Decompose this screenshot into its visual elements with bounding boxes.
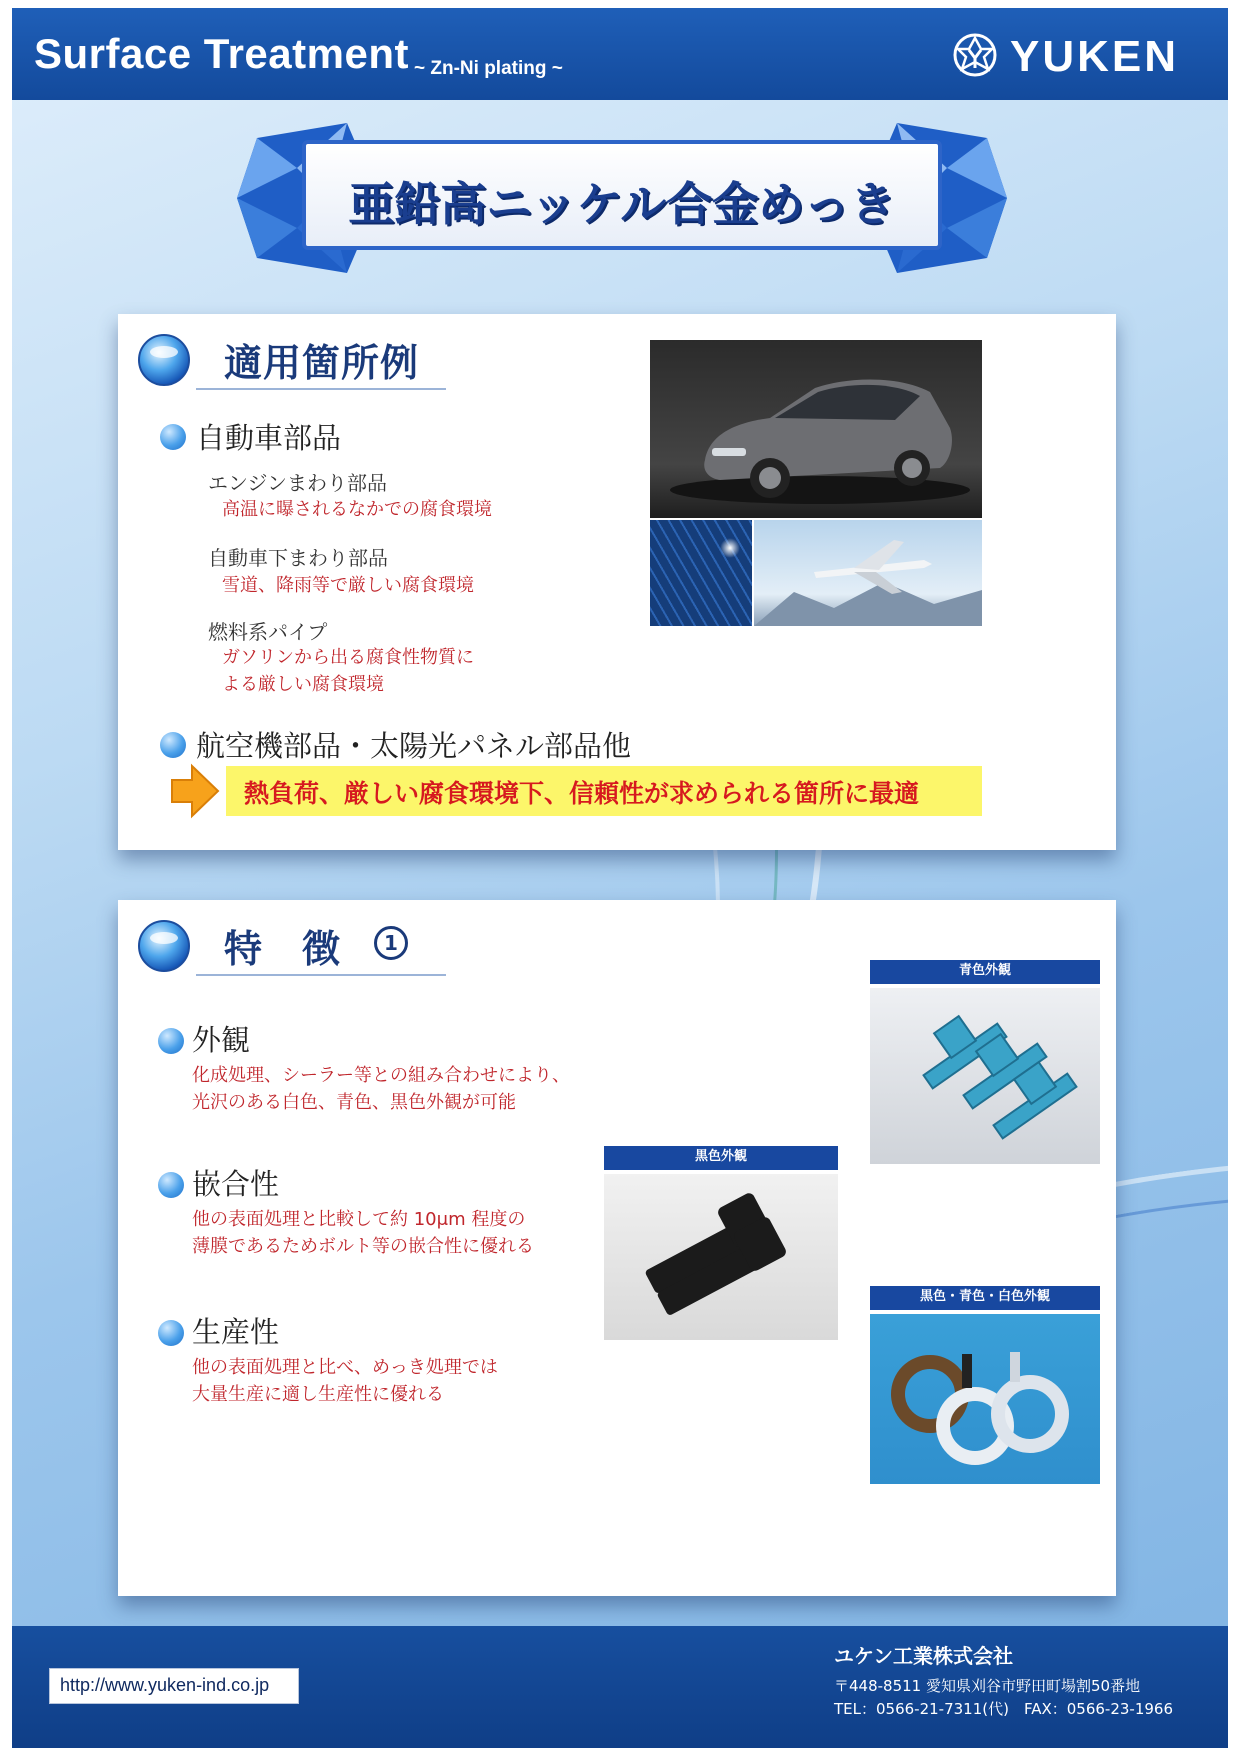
header-title: Surface Treatment (34, 30, 409, 77)
company-info (834, 1640, 1173, 1719)
website-link[interactable] (49, 1668, 299, 1704)
header-bar (12, 8, 1228, 100)
section-heading (136, 326, 436, 396)
item-name: 燃料系パイプ (208, 620, 328, 644)
globe-orb-icon (136, 918, 192, 974)
eye-bolts-photo (870, 1314, 1100, 1484)
item-name: エンジンまわり部品 (208, 471, 387, 495)
feature-desc: 大量生産に適し生産性に優れる (192, 1384, 444, 1405)
circled-number (374, 926, 408, 960)
callout-highlight (226, 766, 982, 816)
item-desc: 高温に曝されるなかでの腐食環境 (222, 499, 492, 520)
feature-desc: 他の表面処理と比較して約 10μm 程度の (192, 1209, 526, 1230)
company-name: ユケン工業株式会社 (834, 1644, 1013, 1668)
company-logo (952, 32, 1212, 81)
arrow-right-icon (168, 762, 220, 820)
heading-underline (196, 974, 446, 976)
bullet-dot (160, 424, 186, 450)
feature-desc: 薄膜であるためボルト等の嵌合性に優れる (192, 1236, 534, 1257)
category-aerospace-solar: 航空機部品・太陽光パネル部品他 (196, 729, 632, 763)
page-background (12, 8, 1228, 1748)
bullet-dot (158, 1320, 184, 1346)
sun-glare (720, 538, 740, 558)
item-name: 自動車下まわり部品 (208, 546, 388, 570)
feature-title: 生産性 (192, 1315, 280, 1349)
caption-black-finish: 黒色外観 (604, 1146, 838, 1170)
section-heading (136, 912, 436, 982)
circled-number-value: 1 (384, 931, 398, 955)
solar-panel-photo (650, 520, 752, 626)
heading-underline (196, 388, 446, 390)
black-bolts-icon (604, 1174, 838, 1340)
applications-panel (118, 314, 1116, 850)
company-phone-fax: TEL：0566-21-7311(代) FAX：0566-23-1966 (834, 1700, 1174, 1718)
title-banner (237, 118, 1007, 278)
blue-bolts-icon (870, 988, 1100, 1164)
logo-text: YUKEN (1010, 32, 1180, 81)
airplane-icon (754, 520, 982, 626)
section-title: 適用箇所例 (224, 341, 420, 385)
item-desc: 雪道、降雨等で厳しい腐食環境 (222, 575, 474, 596)
bullet-dot (158, 1172, 184, 1198)
caption-multi-finish: 黒色・青色・白色外観 (870, 1286, 1100, 1310)
category-automotive: 自動車部品 (196, 421, 342, 455)
banner-title: 亜鉛高ニッケル合金めっき (348, 177, 896, 231)
section-title: 特 徴 (224, 927, 342, 971)
eye-bolts-icon (870, 1314, 1100, 1484)
feature-desc: 化成処理、シーラー等との組み合わせにより、 (192, 1065, 570, 1086)
logo-mark-icon (952, 32, 998, 78)
feature-title: 嵌合性 (192, 1167, 280, 1201)
banner-plate (302, 140, 942, 250)
header-subtitle: ~ Zn-Ni plating ~ (414, 58, 563, 79)
caption-blue-finish: 青色外観 (870, 960, 1100, 984)
feature-desc: 他の表面処理と比べ、めっき処理では (192, 1357, 498, 1378)
car-photo (650, 340, 982, 518)
bullet-dot (158, 1028, 184, 1054)
feature-desc: 光沢のある白色、青色、黒色外観が可能 (192, 1092, 516, 1113)
globe-orb-icon (136, 332, 192, 388)
blue-bolts-photo (870, 988, 1100, 1164)
features-panel (118, 900, 1116, 1596)
callout-text: 熱負荷、厳しい腐食環境下、信頼性が求められる箇所に最適 (244, 779, 920, 808)
footer-bar (12, 1626, 1228, 1748)
item-desc: ガソリンから出る腐食性物質に (222, 647, 474, 668)
black-bolts-photo (604, 1174, 838, 1340)
car-icon (650, 340, 982, 518)
website-url: http://www.yuken-ind.co.jp (60, 1675, 270, 1695)
airplane-photo (754, 520, 982, 626)
company-address: 〒448-8511 愛知県刈谷市野田町場割50番地 (834, 1677, 1141, 1695)
feature-title: 外観 (192, 1023, 251, 1057)
bullet-dot (160, 732, 186, 758)
item-desc: よる厳しい腐食環境 (222, 674, 384, 695)
